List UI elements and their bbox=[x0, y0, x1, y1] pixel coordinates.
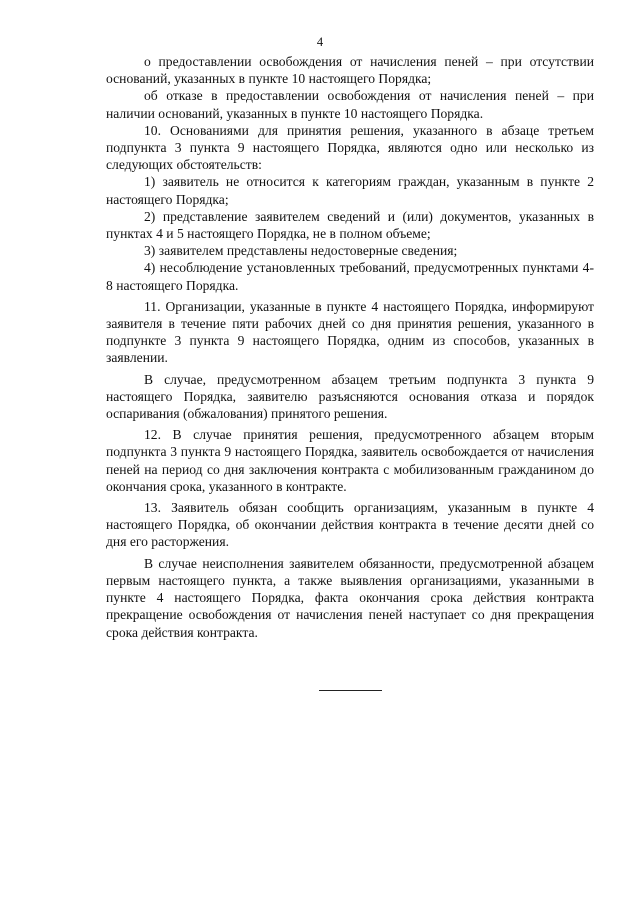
list-item-10-1: 1) заявитель не относится к категориям граждан, указанным в пункте 2 настоящего Порядка; bbox=[106, 174, 594, 207]
paragraph-item-12: 12. В случае принятия решения, предусмотренного абзацем вторым подпункта 3 пункта 9 настоящего Порядка, заявитель освобождается от начисления пеней на период со дня заключения контракта с мобилизованным гражданином до окончания срока, указанного в контракте. bbox=[106, 427, 594, 494]
page-number: 4 bbox=[316, 35, 324, 49]
list-item-10-3: 3) заявителем представлены недостоверные сведения; bbox=[144, 243, 458, 259]
list-item-10-2: 2) представление заявителем сведений и (или) документов, указанных в пунктах 4 и 5 настоящего Порядка, не в полном объеме; bbox=[106, 208, 594, 242]
paragraph-decision-grant: о предоставлении освобождения от начисления пеней – при отсутствии оснований, указанных в пункте 10 настоящего Порядка; bbox=[106, 54, 594, 87]
paragraph-item-13-noncompliance: В случае неисполнения заявителем обязанности, предусмотренной абзацем первым настоящего пункта, а также выявления организациями, указанными в пункте 4 настоящего Порядка, факта окончания срока действия контракта прекращение освобождения от начисления пеней наступает со дня прекращения срока действия контракта. bbox=[106, 555, 594, 640]
paragraph-item-11: 11. Организации, указанные в пункте 4 настоящего Порядка, информируют заявителя в течение пяти рабочих дней со дня принятия решения, указанного в подпункте 3 пункта 9 настоящего Порядка, одним из способов, указанных в заявлении. bbox=[106, 298, 594, 366]
document-body bbox=[106, 53, 594, 641]
paragraph-item-13: 13. Заявитель обязан сообщить организациям, указанным в пункте 4 настоящего Порядка, об окончании действия контракта в течение десяти дней со дня его расторжения. bbox=[106, 500, 594, 550]
paragraph-item-11-refusal: В случае, предусмотренном абзацем третьим подпункта 3 пункта 9 настоящего Порядка, заявителю разъясняются основания отказа и порядок оспаривания (обжалования) принятого решения. bbox=[106, 371, 594, 422]
paragraph-item-10: 10. Основаниями для принятия решения, указанного в абзаце третьем подпункта 3 пункта 9 настоящего Порядка, являются одно или несколько из следующих обстоятельств: bbox=[106, 122, 594, 173]
list-item-10-4: 4) несоблюдение установленных требований, предусмотренных пунктами 4-8 настоящего Порядка. bbox=[106, 260, 594, 293]
end-of-document-rule bbox=[319, 690, 382, 691]
paragraph-decision-refuse: об отказе в предоставлении освобождения от начисления пеней – при наличии оснований, указанных в пункте 10 настоящего Порядка. bbox=[106, 88, 594, 121]
